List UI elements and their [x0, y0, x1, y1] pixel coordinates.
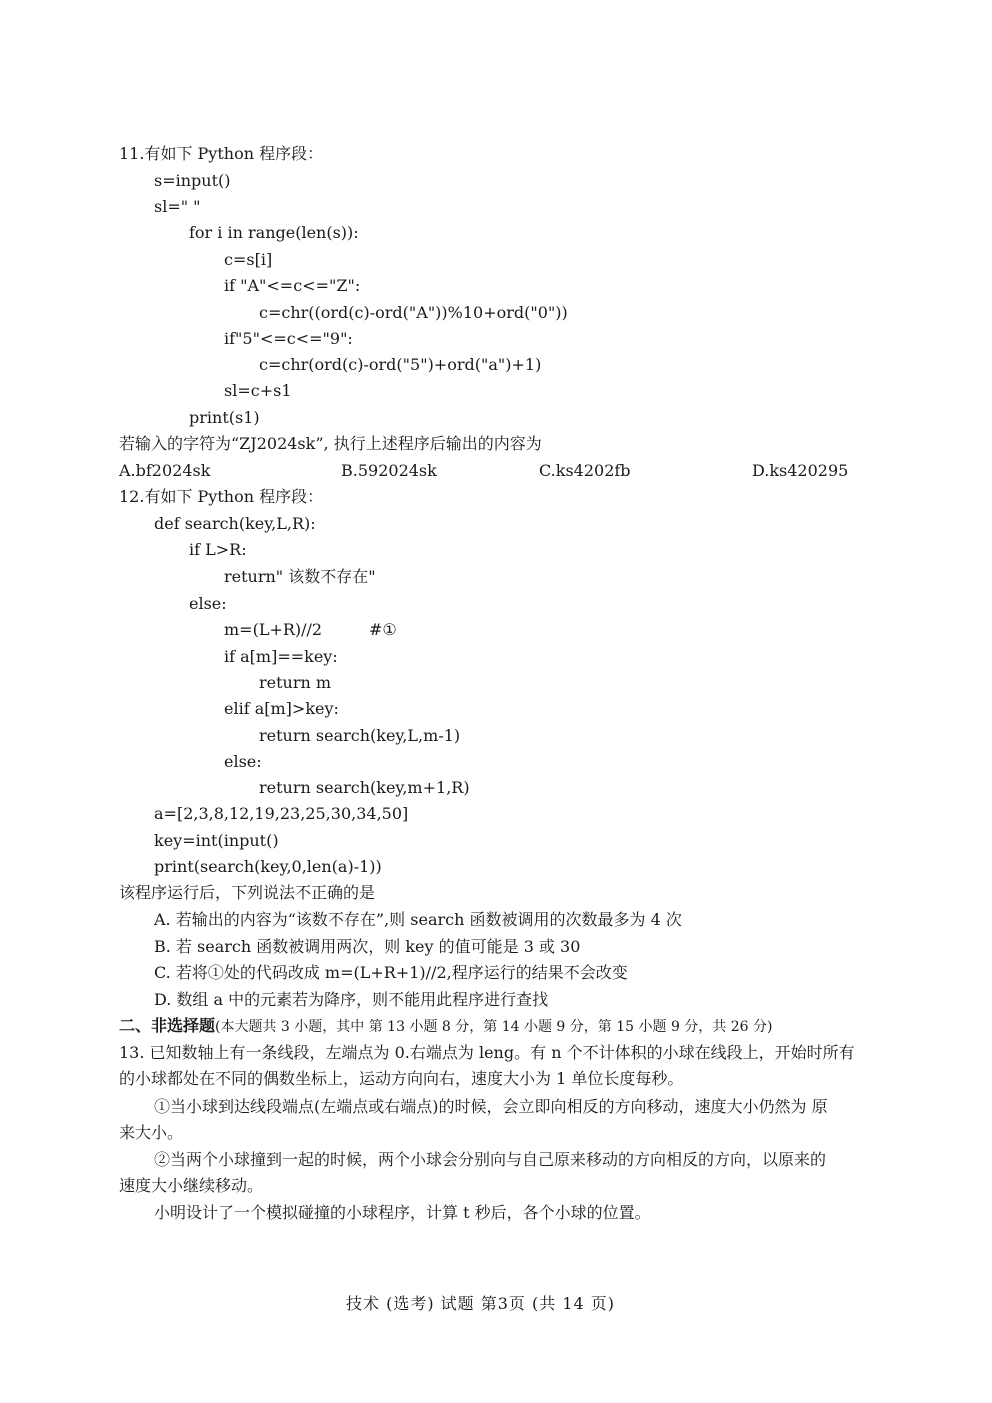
- code-line: else:: [224, 752, 262, 771]
- q13-line: 小明设计了一个模拟碰撞的小球程序，计算 t 秒后，各个小球的位置。: [154, 1203, 651, 1222]
- q13-line: 速度大小继续移动。: [119, 1176, 264, 1195]
- code-line: else:: [189, 594, 227, 613]
- code-line: if L>R:: [189, 540, 247, 559]
- code-line: a=[2,3,8,12,19,23,25,30,34,50]: [154, 804, 409, 823]
- q12-question: 该程序运行后，下列说法不正确的是: [119, 883, 376, 902]
- q11-title: 11.有如下 Python 程序段：: [119, 144, 324, 163]
- q11-option-b: B.592024sk: [341, 461, 437, 480]
- code-line: sl=" ": [154, 197, 201, 216]
- code-line: elif a[m]>key:: [224, 699, 339, 718]
- code-line: m=(L+R)//2: [224, 620, 323, 639]
- q13-line: 的小球都处在不同的偶数坐标上，运动方向向右，速度大小为 1 单位长度每秒。: [119, 1069, 684, 1088]
- code-line: if"5"<=c<="9":: [224, 329, 353, 348]
- code-line: def search(key,L,R):: [154, 514, 316, 533]
- code-line: c=chr(ord(c)-ord("5")+ord("a")+1): [259, 355, 542, 374]
- page-footer: 技术 (选考) 试题 第3页 (共 14 页): [346, 1294, 616, 1313]
- q11-question: 若输入的字符为“ZJ2024sk”, 执行上述程序后输出的内容为: [119, 434, 542, 453]
- code-line: print(search(key,0,len(a)-1)): [154, 857, 382, 876]
- q11-option-c: C.ks4202fb: [539, 461, 631, 480]
- code-line: return" 该数不存在": [224, 567, 376, 586]
- q13-line: 13. 已知数轴上有一条线段，左端点为 0.右端点为 leng。有 n 个不计体积的小球在线段上，开始时所有: [119, 1043, 855, 1062]
- q13-line: ①当小球到达线段端点(左端点或右端点)的时候，会立即向相反的方向移动，速度大小仍然为 原: [154, 1097, 828, 1116]
- code-line: s=input(): [154, 171, 231, 190]
- q12-option-c: C. 若将①处的代码改成 m=(L+R+1)//2,程序运行的结果不会改变: [154, 963, 628, 982]
- code-line: sl=c+s1: [224, 381, 292, 400]
- q12-option-b: B. 若 search 函数被调用两次，则 key 的值可能是 3 或 30: [154, 937, 581, 956]
- code-line: c=chr((ord(c)-ord("A"))%10+ord("0")): [259, 303, 568, 322]
- q11-option-d: D.ks420295: [752, 461, 849, 480]
- code-line: for i in range(len(s)):: [189, 223, 359, 242]
- code-line: return search(key,L,m-1): [259, 726, 461, 745]
- code-line: if "A"<=c<="Z":: [224, 276, 361, 295]
- q11-option-a: A.bf2024sk: [119, 461, 211, 480]
- code-line: return m: [259, 673, 332, 692]
- q13-line: 来大小。: [119, 1123, 184, 1142]
- code-line: return search(key,m+1,R): [259, 778, 470, 797]
- q12-option-a: A. 若输出的内容为“该数不存在”,则 search 函数被调用的次数最多为 4 次: [154, 910, 682, 929]
- code-line: key=int(input(): [154, 831, 279, 850]
- section-title: 二、非选择题: [119, 1016, 216, 1035]
- code-line: c=s[i]: [224, 250, 273, 269]
- code-comment: #①: [369, 620, 397, 639]
- section-note: (本大题共 3 小题，其中 第 13 小题 8 分，第 14 小题 9 分，第 15 小题 9 分，共 26 分): [215, 1019, 773, 1035]
- code-line: print(s1): [189, 408, 260, 427]
- section-heading: [119, 1015, 772, 1037]
- code-line: if a[m]==key:: [224, 647, 338, 666]
- q12-title: 12.有如下 Python 程序段：: [119, 487, 324, 506]
- q13-line: ②当两个小球撞到一起的时候，两个小球会分别向与自己原来移动的方向相反的方向，以原来的: [154, 1150, 827, 1169]
- q12-option-d: D. 数组 a 中的元素若为降序，则不能用此程序进行查找: [154, 990, 549, 1009]
